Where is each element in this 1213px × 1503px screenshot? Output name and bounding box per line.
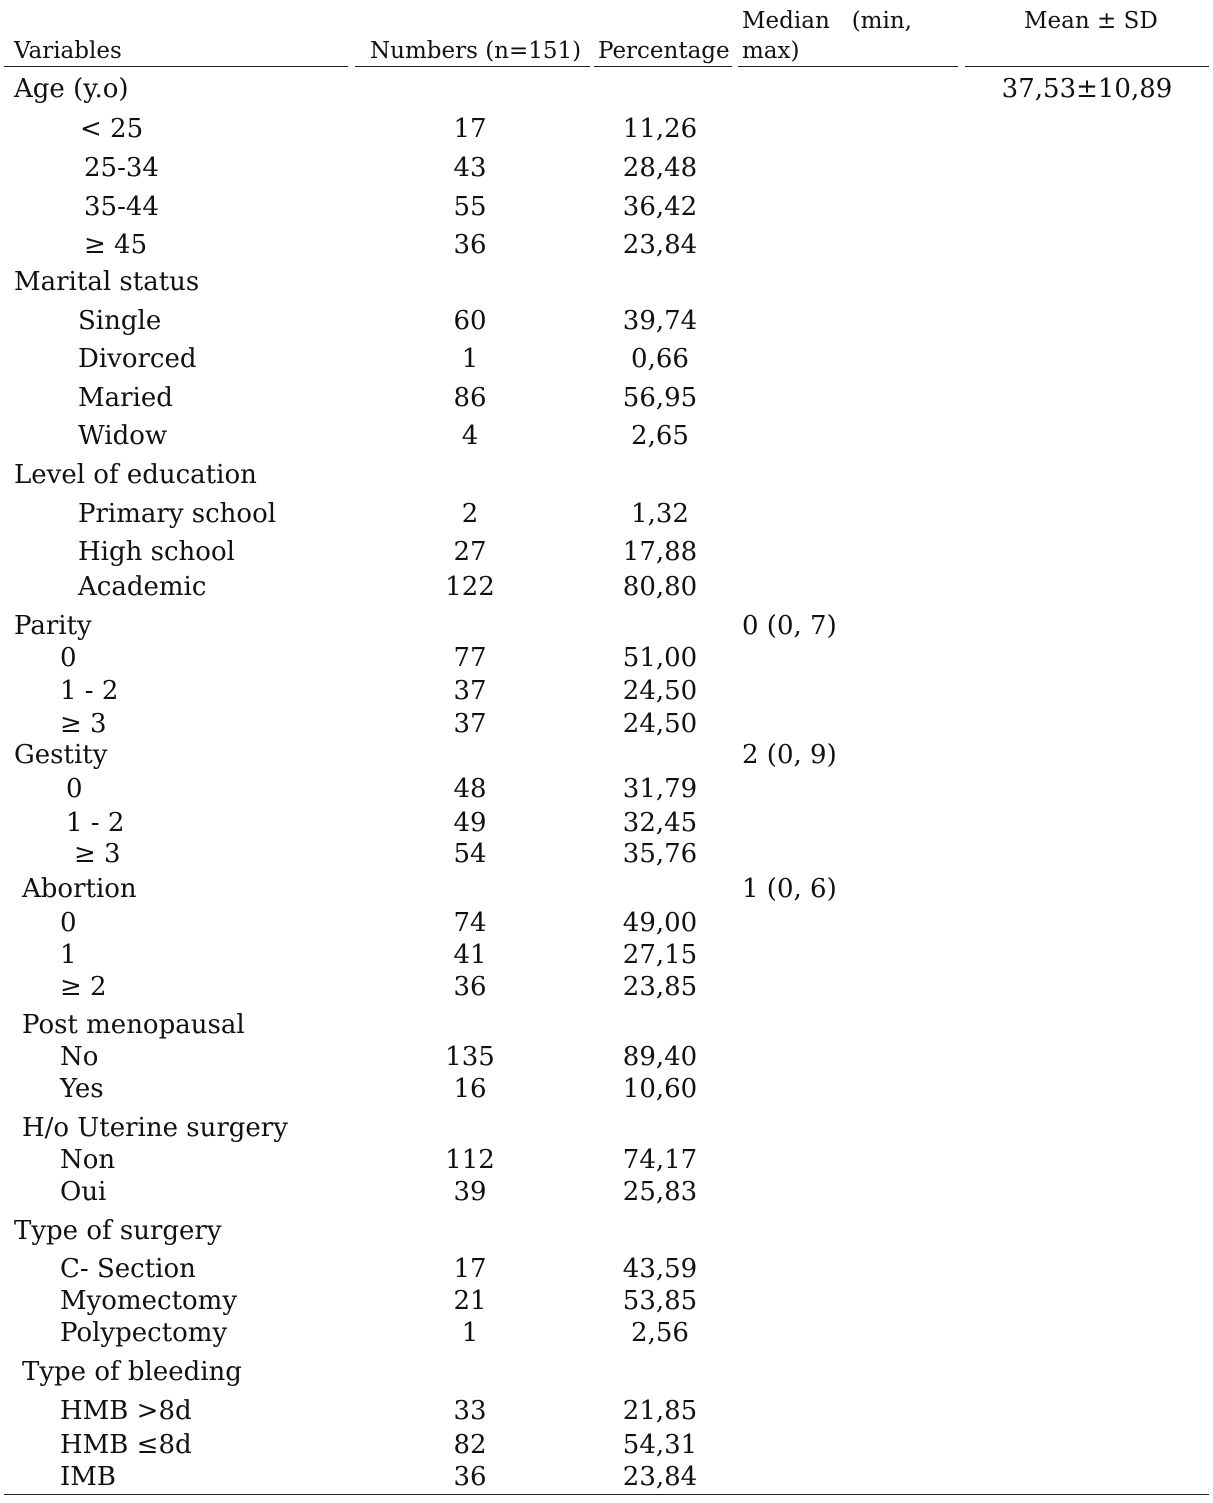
row-label: ≥ 2 [60, 972, 107, 1002]
row-label: Primary school [78, 499, 277, 529]
row-label: Marital status [14, 267, 200, 297]
table-row [0, 1460, 1213, 1494]
row-percentage: 23,85 [622, 972, 698, 1002]
row-percentage: 56,95 [622, 383, 698, 413]
row-number: 21 [453, 1286, 487, 1316]
table-row [0, 738, 1213, 772]
row-label: Divorced [78, 344, 197, 374]
table-row [0, 674, 1213, 708]
table-row [0, 228, 1213, 262]
row-number: 82 [453, 1430, 487, 1460]
table-row [0, 806, 1213, 840]
header-separator [4, 66, 348, 67]
table-row [0, 72, 1213, 106]
row-median: 2 (0, 9) [742, 740, 837, 770]
header-separator [738, 66, 958, 67]
row-percentage: 17,88 [622, 537, 698, 567]
table-row [0, 1428, 1213, 1462]
row-label: 1 [60, 940, 77, 970]
header-median-line1: Median (min, [742, 8, 912, 34]
row-number: 112 [445, 1145, 495, 1175]
table-row [0, 381, 1213, 415]
row-number: 4 [461, 421, 479, 451]
row-number: 39 [453, 1177, 487, 1207]
table-row [0, 1175, 1213, 1209]
header-separator [594, 66, 732, 67]
row-label: Type of surgery [14, 1216, 222, 1246]
row-percentage: 0,66 [631, 344, 689, 374]
table-row [0, 190, 1213, 224]
row-label: 1 - 2 [66, 808, 125, 838]
row-percentage: 32,45 [622, 808, 698, 838]
table-row [0, 1040, 1213, 1074]
row-percentage: 23,84 [622, 230, 698, 260]
table-row [0, 1316, 1213, 1350]
row-number: 49 [453, 808, 487, 838]
row-percentage: 2,56 [631, 1318, 689, 1348]
table-row [0, 872, 1213, 906]
row-number: 48 [453, 774, 487, 804]
row-median: 1 (0, 6) [742, 874, 837, 904]
row-number: 41 [453, 940, 487, 970]
table-row [0, 1072, 1213, 1106]
row-percentage: 80,80 [622, 572, 698, 602]
row-number: 1 [461, 1318, 479, 1348]
row-label: Gestity [14, 740, 108, 770]
header-separator [355, 66, 590, 67]
row-number: 36 [453, 230, 487, 260]
row-label: ≥ 45 [84, 230, 148, 260]
row-number: 37 [453, 709, 487, 739]
table-row [0, 1143, 1213, 1177]
row-label: Myomectomy [60, 1286, 238, 1316]
row-percentage: 51,00 [622, 643, 698, 673]
table-row [0, 1284, 1213, 1318]
row-percentage: 74,17 [622, 1145, 698, 1175]
row-label: H/o Uterine surgery [22, 1113, 288, 1143]
row-percentage: 11,26 [622, 114, 698, 144]
row-number: 77 [453, 643, 487, 673]
row-percentage: 49,00 [622, 908, 698, 938]
row-label: Academic [78, 572, 207, 602]
row-label: High school [78, 537, 235, 567]
row-number: 17 [453, 1254, 487, 1284]
row-percentage: 89,40 [622, 1042, 698, 1072]
row-percentage: 21,85 [622, 1396, 698, 1426]
row-label: HMB ≤8d [60, 1430, 192, 1460]
table-row [0, 707, 1213, 741]
row-percentage: 39,74 [622, 306, 698, 336]
row-percentage: 10,60 [622, 1074, 698, 1104]
row-percentage: 35,76 [622, 839, 698, 869]
row-percentage: 24,50 [622, 676, 698, 706]
table-row [0, 497, 1213, 531]
table-row [0, 1394, 1213, 1428]
row-label: No [60, 1042, 99, 1072]
table-row [0, 535, 1213, 569]
row-number: 135 [445, 1042, 495, 1072]
row-percentage: 1,32 [631, 499, 689, 529]
table-row [0, 772, 1213, 806]
row-percentage: 24,50 [622, 709, 698, 739]
row-label: < 25 [80, 114, 144, 144]
row-percentage: 27,15 [622, 940, 698, 970]
row-label: 1 - 2 [60, 676, 119, 706]
row-label: 0 [66, 774, 83, 804]
row-label: IMB [60, 1462, 116, 1492]
row-percentage: 25,83 [622, 1177, 698, 1207]
row-number: 60 [453, 306, 487, 336]
row-label: Level of education [14, 460, 257, 490]
row-label: Oui [60, 1177, 107, 1207]
row-percentage: 54,31 [622, 1430, 698, 1460]
row-label: 25-34 [84, 153, 159, 183]
row-number: 33 [453, 1396, 487, 1426]
row-number: 1 [461, 344, 479, 374]
table-row [0, 1008, 1213, 1042]
row-label: Parity [14, 611, 92, 641]
header-variables: Variables [14, 38, 122, 64]
row-label: Maried [78, 383, 173, 413]
table-row [0, 570, 1213, 604]
row-number: 74 [453, 908, 487, 938]
row-median: 0 (0, 7) [742, 611, 837, 641]
row-label: C- Section [60, 1254, 196, 1284]
row-number: 86 [453, 383, 487, 413]
row-number: 54 [453, 839, 487, 869]
row-label: 0 [60, 643, 77, 673]
table-row [0, 112, 1213, 146]
row-percentage: 2,65 [631, 421, 689, 451]
table-row [0, 641, 1213, 675]
table-row [0, 419, 1213, 453]
row-label: 35-44 [84, 192, 159, 222]
row-label: ≥ 3 [60, 709, 107, 739]
row-percentage: 23,84 [622, 1462, 698, 1492]
table-row [0, 304, 1213, 338]
header-separator [965, 66, 1209, 67]
row-number: 27 [453, 537, 487, 567]
table-row [0, 342, 1213, 376]
table-row [0, 970, 1213, 1004]
row-label: Non [60, 1145, 116, 1175]
row-number: 17 [453, 114, 487, 144]
row-label: Abortion [22, 874, 137, 904]
header-mean: Mean ± SD [1024, 8, 1158, 34]
row-number: 2 [461, 499, 479, 529]
row-label: Polypectomy [60, 1318, 228, 1348]
row-number: 55 [453, 192, 487, 222]
row-label: Post menopausal [22, 1010, 245, 1040]
row-percentage: 36,42 [622, 192, 698, 222]
row-label: Widow [78, 421, 168, 451]
row-number: 37 [453, 676, 487, 706]
row-mean: 37,53±10,89 [1001, 74, 1173, 104]
row-number: 36 [453, 1462, 487, 1492]
table-row [0, 609, 1213, 643]
table-row [0, 1252, 1213, 1286]
row-label: Yes [60, 1074, 104, 1104]
row-percentage: 43,59 [622, 1254, 698, 1284]
table-row [0, 458, 1213, 492]
table-row [0, 1214, 1213, 1248]
row-percentage: 28,48 [622, 153, 698, 183]
row-number: 36 [453, 972, 487, 1002]
table-row [0, 906, 1213, 940]
table-bottom-rule [4, 1494, 1209, 1495]
row-number: 122 [445, 572, 495, 602]
row-label: ≥ 3 [74, 839, 121, 869]
row-number: 16 [453, 1074, 487, 1104]
row-number: 43 [453, 153, 487, 183]
row-label: Single [78, 306, 162, 336]
table-row [0, 265, 1213, 299]
row-label: 0 [60, 908, 77, 938]
row-percentage: 53,85 [622, 1286, 698, 1316]
header-numbers: Numbers (n=151) [370, 38, 582, 64]
table-row [0, 938, 1213, 972]
row-label: Type of bleeding [22, 1357, 242, 1387]
table-row [0, 1355, 1213, 1389]
row-label: Age (y.o) [14, 74, 129, 104]
row-percentage: 31,79 [622, 774, 698, 804]
table-row [0, 151, 1213, 185]
table-row [0, 837, 1213, 871]
header-percentage: Percentage [598, 38, 730, 64]
row-label: HMB >8d [60, 1396, 192, 1426]
table-row [0, 1111, 1213, 1145]
header-median-line2: max) [742, 38, 800, 64]
